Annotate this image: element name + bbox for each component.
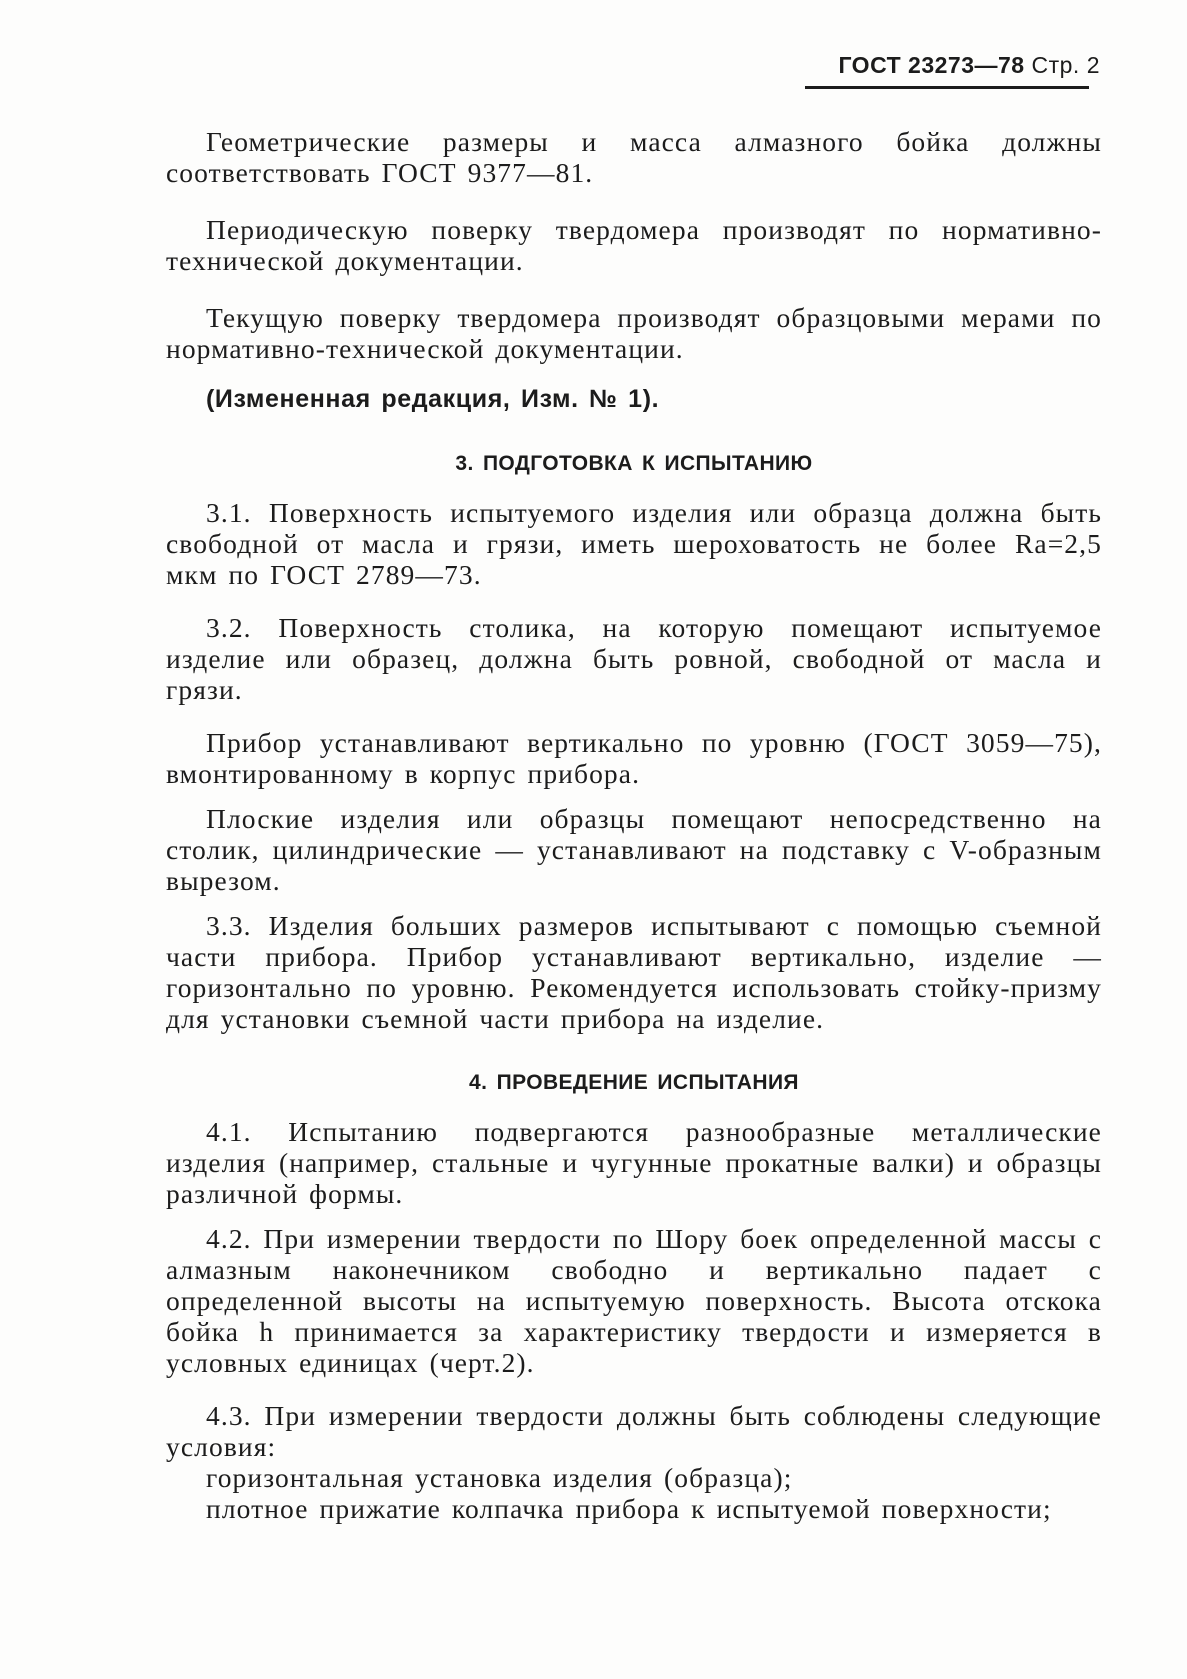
clause-4-1: 4.1. Испытанию подвергаются разнообразные металлические изделия (например, стальные и чугунные прокатные валки) и образцы различной формы. — [166, 1116, 1102, 1209]
clause-3-3: 3.3. Изделия больших размеров испытывают с помощью съемной части прибора. Прибор устанавливают вертикально, изделие — горизонтально по уровню. Рекомендуется использовать стойку-призму для установки съемной части прибора на изделие. — [166, 910, 1102, 1034]
paragraph-diamond-striker: Геометрические размеры и масса алмазного бойка должны соответствовать ГОСТ 9377—81. — [166, 126, 1102, 188]
document-body — [166, 126, 1102, 1524]
clause-4-2: 4.2. При измерении твердости по Шору боек определенной массы с алмазным наконечником свободно и вертикально падает с определенной высоты на испытуемую поверхность. Высота отскока бойка h принимается за характеристику твердости и измеряется в условных единицах (черт.2). — [166, 1223, 1102, 1378]
header-rule — [805, 86, 1089, 89]
clause-3-2-flat-items: Плоские изделия или образцы помещают непосредственно на столик, цилиндрические — устанавливают на подставку с V-образным вырезом. — [166, 803, 1102, 896]
paragraph-current-verification: Текущую поверку твердомера производят образцовыми мерами по нормативно-технической документации. — [166, 302, 1102, 364]
page-header — [800, 50, 1100, 80]
clause-3-2: 3.2. Поверхность столика, на которую помещают испытуемое изделие или образец, должна быть ровной, свободной от масла и грязи. — [166, 612, 1102, 705]
standard-number: ГОСТ 23273—78 — [838, 52, 1025, 78]
condition-tight-cap: плотное прижатие колпачка прибора к испытуемой поверхности; — [206, 1493, 1052, 1524]
clause-4-3: 4.3. При измерении твердости должны быть соблюдены следующие условия: — [166, 1400, 1102, 1462]
section-4-heading: 4. ПРОВЕДЕНИЕ ИСПЫТАНИЯ — [469, 1071, 799, 1094]
clause-3-1: 3.1. Поверхность испытуемого изделия или образца должна быть свободной от масла и грязи, иметь шероховатость не более Ra=2,5 мкм по ГОСТ 2789—73. — [166, 497, 1102, 590]
condition-horizontal-placement: горизонтальная установка изделия (образца); — [206, 1462, 793, 1493]
amendment-note: (Измененная редакция, Изм. № 1). — [206, 385, 660, 413]
clause-3-2-device-level: Прибор устанавливают вертикально по уровню (ГОСТ 3059—75), вмонтированному в корпус прибора. — [166, 727, 1102, 789]
page-number: Стр. 2 — [1031, 52, 1100, 78]
paragraph-periodic-verification: Периодическую поверку твердомера производят по нормативно-технической документации. — [166, 214, 1102, 276]
section-3-heading: 3. ПОДГОТОВКА К ИСПЫТАНИЮ — [455, 452, 813, 475]
